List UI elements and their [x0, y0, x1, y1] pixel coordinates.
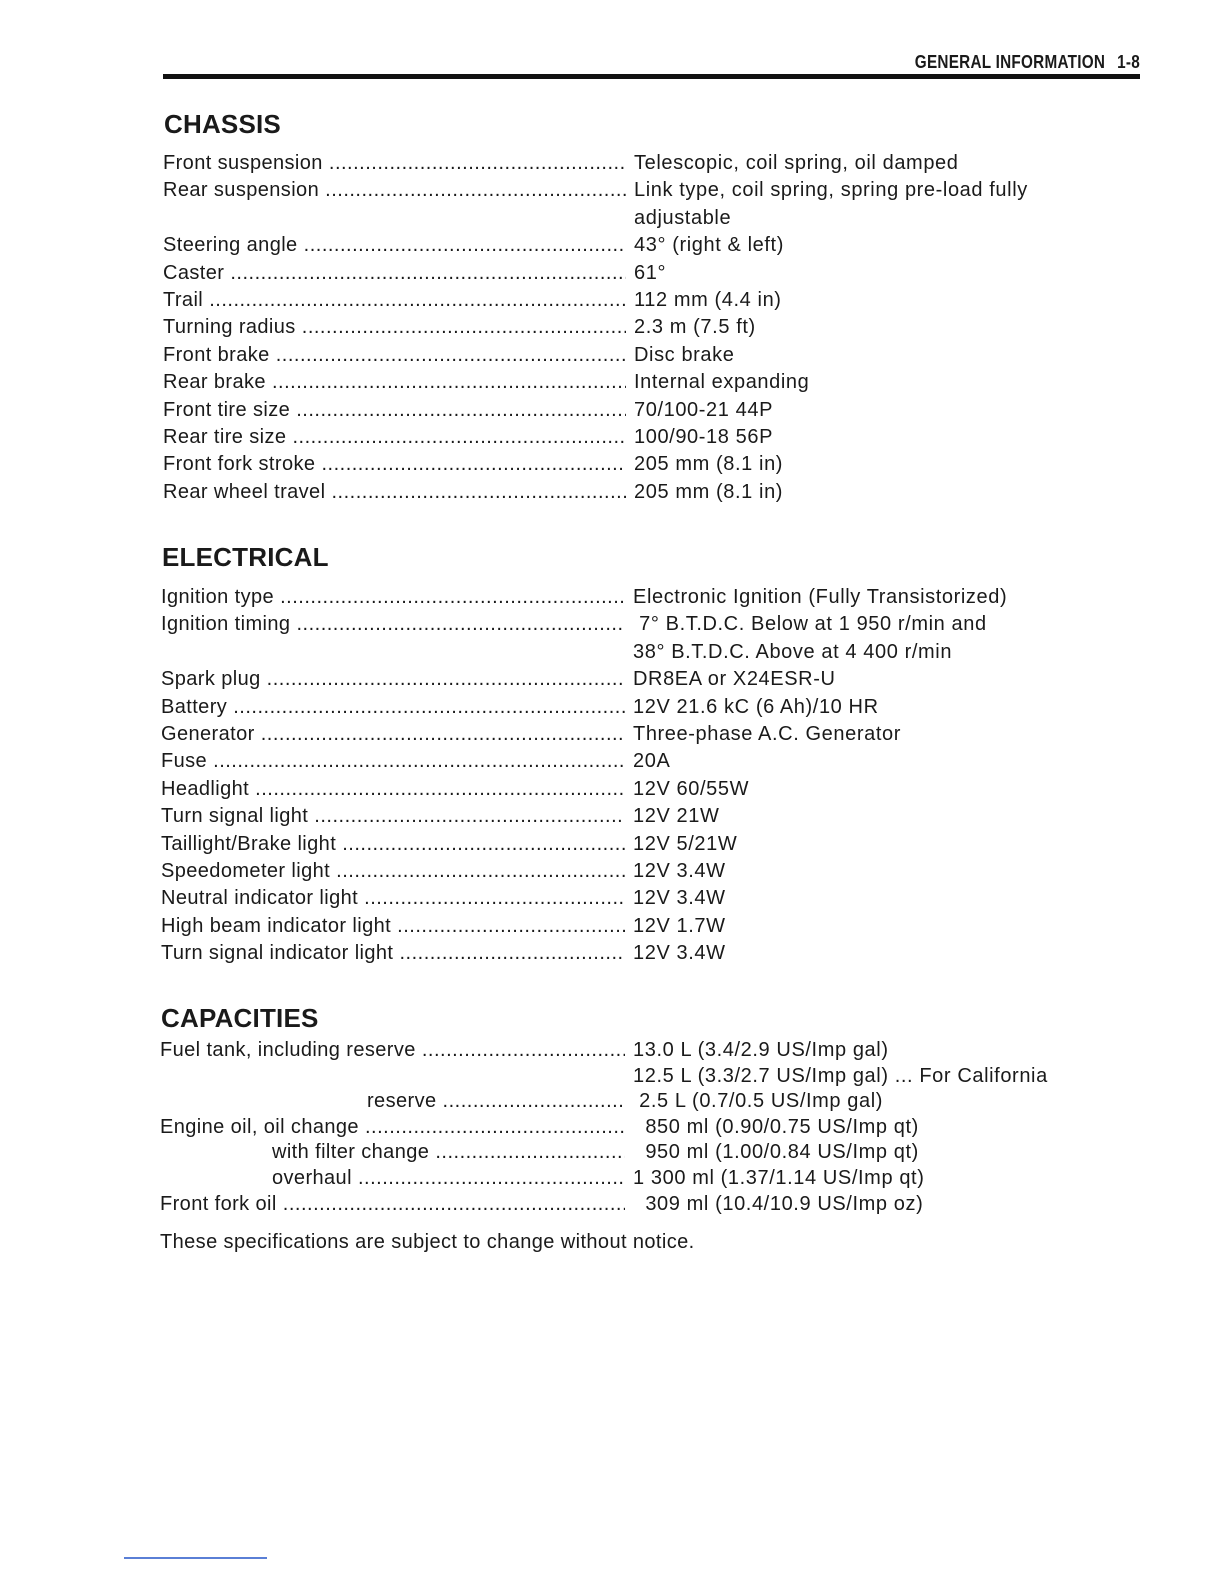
chassis-spec-list — [0, 150, 1224, 506]
capacities-spec-list — [0, 1037, 1224, 1216]
spec-value: 12V 3.4W — [633, 887, 726, 910]
spec-label: Rear suspension ..... — [163, 177, 626, 204]
spec-value: 205 mm (8.1 in) — [634, 480, 784, 503]
spec-row — [0, 342, 1224, 369]
spec-row — [0, 260, 1224, 287]
spec-row — [0, 748, 1224, 775]
spec-value: 205 mm (8.1 in) — [634, 453, 784, 476]
spec-label: Turning radius ..... — [163, 314, 626, 341]
spec-label: overhaul ..... — [272, 1165, 625, 1192]
spec-label: with filter change ..... — [272, 1139, 625, 1166]
spec-label: Spark plug ..... — [161, 666, 625, 693]
spec-label: Rear tire size ..... — [163, 424, 626, 451]
spec-value: 12V 21.6 kC (6 Ah)/10 HR — [633, 695, 879, 718]
spec-row — [0, 424, 1224, 451]
spec-row — [0, 694, 1224, 721]
spec-label: Turn signal light ..... — [161, 803, 625, 830]
electrical-title: ELECTRICAL — [162, 542, 329, 572]
spec-value: 12V 1.7W — [633, 914, 726, 937]
spec-label: Turn signal indicator light ..... — [161, 940, 625, 967]
spec-value: DR8EA or X24ESR-U — [633, 668, 836, 691]
spec-value: 2.3 m (7.5 ft) — [634, 316, 756, 339]
spec-value: 950 ml (1.00/0.84 US/Imp qt) — [633, 1141, 919, 1164]
spec-row — [0, 721, 1224, 748]
spec-value: 12V 3.4W — [633, 859, 726, 882]
spec-row — [0, 150, 1224, 177]
spec-label: Generator ..... — [161, 721, 625, 748]
spec-value: Three-phase A.C. Generator — [633, 722, 901, 745]
spec-row — [0, 831, 1224, 858]
spec-row — [0, 885, 1224, 912]
header-rule — [163, 74, 1140, 79]
spec-value: 12V 3.4W — [633, 942, 726, 965]
electrical-spec-list — [0, 584, 1224, 967]
spec-value: Disc brake — [634, 343, 735, 366]
spec-row — [0, 1037, 1224, 1063]
spec-row — [0, 776, 1224, 803]
spec-value: 20A — [633, 750, 671, 773]
spec-label: Engine oil, oil change ..... — [160, 1114, 625, 1141]
spec-label: Ignition timing ..... — [161, 611, 625, 638]
spec-value: 7° B.T.D.C. Below at 1 950 r/min and — [633, 613, 987, 636]
spec-row — [0, 205, 1224, 232]
spec-label: Ignition type ..... — [161, 584, 625, 611]
spec-row — [0, 940, 1224, 967]
spec-value: 61° — [634, 261, 667, 284]
spec-row — [0, 584, 1224, 611]
spec-label: Front suspension ..... — [163, 150, 626, 177]
spec-label: Taillight/Brake light ..... — [161, 831, 625, 858]
spec-row — [0, 1191, 1224, 1217]
spec-label: Battery ..... — [161, 694, 625, 721]
spec-value: 12V 21W — [633, 805, 720, 828]
spec-label: Trail ..... — [163, 287, 626, 314]
spec-row — [0, 232, 1224, 259]
spec-value: Link type, coil spring, spring pre-load fully — [634, 179, 1028, 202]
spec-value: 12V 5/21W — [633, 832, 738, 855]
spec-value: Internal expanding — [634, 371, 810, 394]
capacities-title: CAPACITIES — [161, 1003, 319, 1033]
spec-row — [0, 1063, 1224, 1089]
spec-label: Caster ..... — [163, 260, 626, 287]
spec-label: Front brake ..... — [163, 342, 626, 369]
spec-label: Front fork oil ..... — [160, 1191, 625, 1218]
page-header — [310, 50, 1140, 74]
footer-line — [124, 1557, 267, 1559]
spec-value: 309 ml (10.4/10.9 US/Imp oz) — [633, 1192, 924, 1215]
spec-value: 112 mm (4.4 in) — [634, 288, 782, 311]
spec-row — [0, 1165, 1224, 1191]
spec-value: 70/100-21 44P — [634, 398, 774, 421]
spec-row — [0, 287, 1224, 314]
spec-row — [0, 803, 1224, 830]
spec-value: Electronic Ignition (Fully Transistorized) — [633, 586, 1008, 608]
spec-label: Steering angle ..... — [163, 232, 626, 259]
spec-value: adjustable — [634, 206, 732, 229]
spec-value: 2.5 L (0.7/0.5 US/Imp gal) — [633, 1090, 884, 1113]
spec-row — [0, 451, 1224, 478]
spec-label: Neutral indicator light ..... — [161, 885, 625, 912]
spec-row — [0, 369, 1224, 396]
spec-value: 12V 60/55W — [633, 777, 750, 800]
chassis-title: CHASSIS — [164, 109, 281, 139]
spec-row — [0, 611, 1224, 638]
spec-value: 12.5 L (3.3/2.7 US/Imp gal) ... For California — [633, 1064, 1048, 1087]
spec-row — [0, 913, 1224, 940]
spec-label: High beam indicator light ..... — [161, 913, 625, 940]
spec-row — [0, 639, 1224, 666]
spec-label: Rear wheel travel ..... — [163, 479, 626, 506]
spec-value: Telescopic, coil spring, oil damped — [634, 152, 959, 174]
spec-row — [0, 314, 1224, 341]
spec-value: 13.0 L (3.4/2.9 US/Imp gal) — [633, 1039, 889, 1061]
spec-row — [0, 1139, 1224, 1165]
page-number: 1-8 — [1117, 51, 1140, 72]
spec-label: Front fork stroke ..... — [163, 451, 626, 478]
spec-row — [0, 1114, 1224, 1140]
spec-row — [0, 858, 1224, 885]
spec-row — [0, 666, 1224, 693]
disclaimer-note: These specifications are subject to change without notice. — [160, 1231, 695, 1253]
spec-row — [0, 397, 1224, 424]
spec-label: Rear brake ..... — [163, 369, 626, 396]
header-title: GENERAL INFORMATION — [914, 51, 1106, 72]
spec-value: 1 300 ml (1.37/1.14 US/Imp qt) — [633, 1166, 925, 1189]
spec-label: Speedometer light ..... — [161, 858, 625, 885]
spec-value: 850 ml (0.90/0.75 US/Imp qt) — [633, 1115, 919, 1138]
spec-label: reserve ..... — [367, 1088, 625, 1115]
spec-value: 100/90-18 56P — [634, 425, 774, 448]
spec-label: Fuse ..... — [161, 748, 625, 775]
spec-label: Fuel tank, including reserve ..... — [160, 1037, 625, 1064]
spec-label: Headlight ..... — [161, 776, 625, 803]
spec-value: 38° B.T.D.C. Above at 4 400 r/min — [633, 640, 953, 663]
spec-label: Front tire size ..... — [163, 397, 626, 424]
spec-value: 43° (right & left) — [634, 234, 784, 257]
spec-row — [0, 177, 1224, 204]
spec-row — [0, 1088, 1224, 1114]
spec-row — [0, 479, 1224, 506]
